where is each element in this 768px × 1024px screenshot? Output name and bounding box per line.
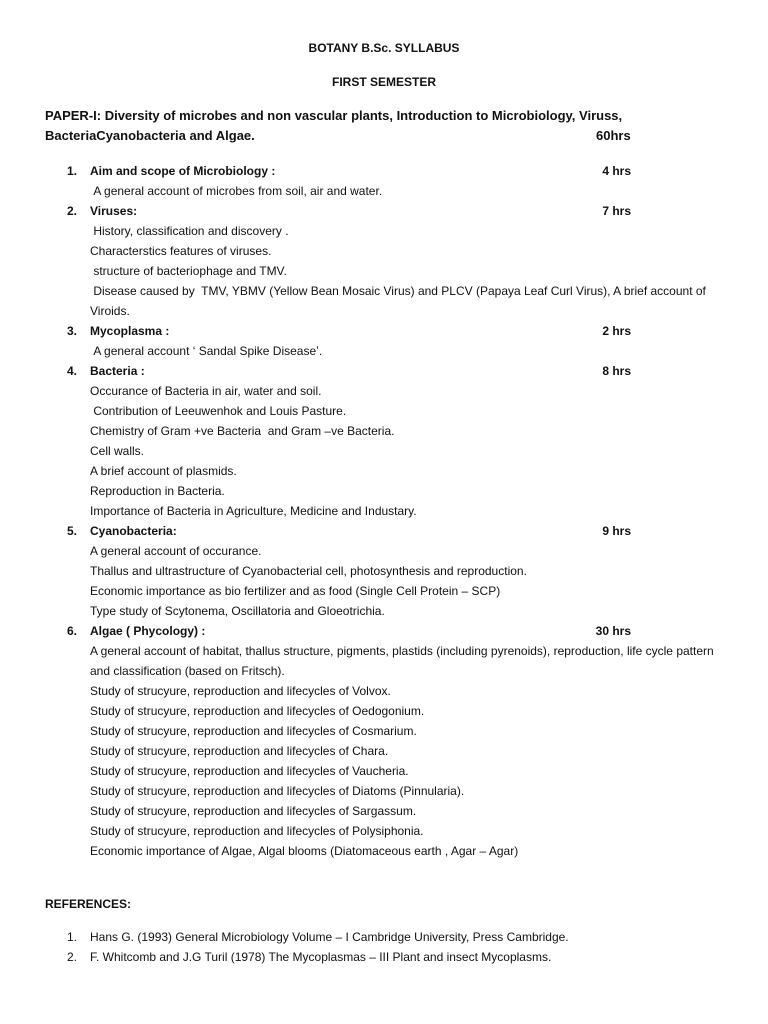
reference-text: Hans G. (1993) General Microbiology Volume – I Cambridge University, Press Cambridge. — [90, 930, 569, 944]
reference-text: F. Whitcomb and J.G Turil (1978) The Mycoplasmas – III Plant and insect Mycoplasms. — [90, 950, 552, 964]
reference-item — [0, 947, 768, 967]
unit-title: Mycoplasma : — [90, 324, 170, 338]
references-heading: REFERENCES: — [45, 897, 132, 911]
unit-block — [0, 161, 768, 201]
unit-topic: Study of strucyure, reproduction and lifecycles of Chara. — [90, 744, 389, 758]
unit-block — [0, 621, 768, 861]
unit-topic: Study of strucyure, reproduction and lifecycles of Polysiphonia. — [90, 824, 424, 838]
reference-number: 2. — [67, 950, 78, 964]
unit-topic: Economic importance of Algae, Algal blooms (Diatomaceous earth , Agar – Agar) — [90, 844, 519, 858]
unit-number: 1. — [67, 164, 78, 178]
unit-topic: Study of strucyure, reproduction and lifecycles of Vaucheria. — [90, 764, 409, 778]
document-title: BOTANY B.Sc. SYLLABUS — [308, 41, 460, 55]
unit-hours: 4 hrs — [602, 164, 631, 178]
unit-topic: Study of strucyure, reproduction and lifecycles of Volvox. — [90, 684, 391, 698]
unit-heading — [0, 201, 768, 221]
reference-item — [0, 927, 768, 947]
unit-heading — [0, 161, 768, 181]
unit-title: Aim and scope of Microbiology : — [90, 164, 276, 178]
unit-topic: A general account of microbes from soil, air and water. — [90, 184, 383, 198]
unit-heading — [0, 361, 768, 381]
unit-topic: Economic importance as bio fertilizer and as food (Single Cell Protein – SCP) — [90, 584, 501, 598]
units-list — [0, 161, 768, 861]
unit-hours: 30 hrs — [595, 624, 631, 638]
unit-topic: Thallus and ultrastructure of Cyanobacterial cell, photosynthesis and reproduction. — [90, 564, 527, 578]
references-list — [0, 927, 768, 967]
reference-number: 1. — [67, 930, 78, 944]
unit-title: Cyanobacteria: — [90, 524, 177, 538]
unit-topic: structure of bacteriophage and TMV. — [90, 264, 287, 278]
unit-hours: 2 hrs — [602, 324, 631, 338]
unit-heading — [0, 521, 768, 541]
unit-block — [0, 521, 768, 621]
unit-topic: Type study of Scytonema, Oscillatoria and Gloeotrichia. — [90, 604, 385, 618]
unit-topic: History, classification and discovery . — [90, 224, 289, 238]
unit-topic: Chemistry of Gram +ve Bacteria and Gram –ve Bacteria. — [90, 424, 395, 438]
unit-topic: Cell walls. — [90, 444, 145, 458]
unit-number: 2. — [67, 204, 78, 218]
unit-heading — [0, 621, 768, 641]
unit-title: Viruses: — [90, 204, 138, 218]
unit-topic: Study of strucyure, reproduction and lifecycles of Diatoms (Pinnularia). — [90, 784, 465, 798]
unit-hours: 7 hrs — [602, 204, 631, 218]
unit-number: 4. — [67, 364, 78, 378]
unit-number: 6. — [67, 624, 78, 638]
paper-title: PAPER-I: Diversity of microbes and non vascular plants, Introduction to Microbiology, Viruss, BacteriaCyanobacteria and Algae. — [45, 108, 623, 143]
unit-topic: A general account of occurance. — [90, 544, 262, 558]
unit-topic: Characterstics features of viruses. — [90, 244, 272, 258]
unit-topic: Study of strucyure, reproduction and lifecycles of Cosmarium. — [90, 724, 417, 738]
unit-topic: A brief account of plasmids. — [90, 464, 237, 478]
paper-hours: 60hrs — [596, 128, 631, 143]
unit-heading — [0, 321, 768, 341]
unit-topic: Importance of Bacteria in Agriculture, Medicine and Industary. — [90, 504, 417, 518]
unit-topic: Disease caused by TMV, YBMV (Yellow Bean Mosaic Virus) and PLCV (Papaya Leaf Curl Virus), A brief account of Viroids. — [90, 284, 710, 318]
unit-number: 3. — [67, 324, 78, 338]
unit-topic: A general account ‘ Sandal Spike Disease’. — [90, 344, 323, 358]
unit-topic: Contribution of Leeuwenhok and Louis Pasture. — [90, 404, 347, 418]
unit-block — [0, 361, 768, 521]
unit-topic: A general account of habitat, thallus structure, pigments, plastids (including pyrenoids), reproduction, life cycle pattern and classification (based on Fritsch). — [90, 644, 718, 678]
unit-topic: Occurance of Bacteria in air, water and soil. — [90, 384, 322, 398]
unit-topic: Study of strucyure, reproduction and lifecycles of Sargassum. — [90, 804, 417, 818]
unit-hours: 9 hrs — [602, 524, 631, 538]
semester-heading: FIRST SEMESTER — [331, 75, 436, 89]
unit-title: Algae ( Phycology) : — [90, 624, 206, 638]
unit-number: 5. — [67, 524, 78, 538]
unit-title: Bacteria : — [90, 364, 145, 378]
unit-topic: Study of strucyure, reproduction and lifecycles of Oedogonium. — [90, 704, 425, 718]
unit-topic: Reproduction in Bacteria. — [90, 484, 225, 498]
unit-block — [0, 321, 768, 361]
unit-hours: 8 hrs — [602, 364, 631, 378]
unit-block — [0, 201, 768, 321]
